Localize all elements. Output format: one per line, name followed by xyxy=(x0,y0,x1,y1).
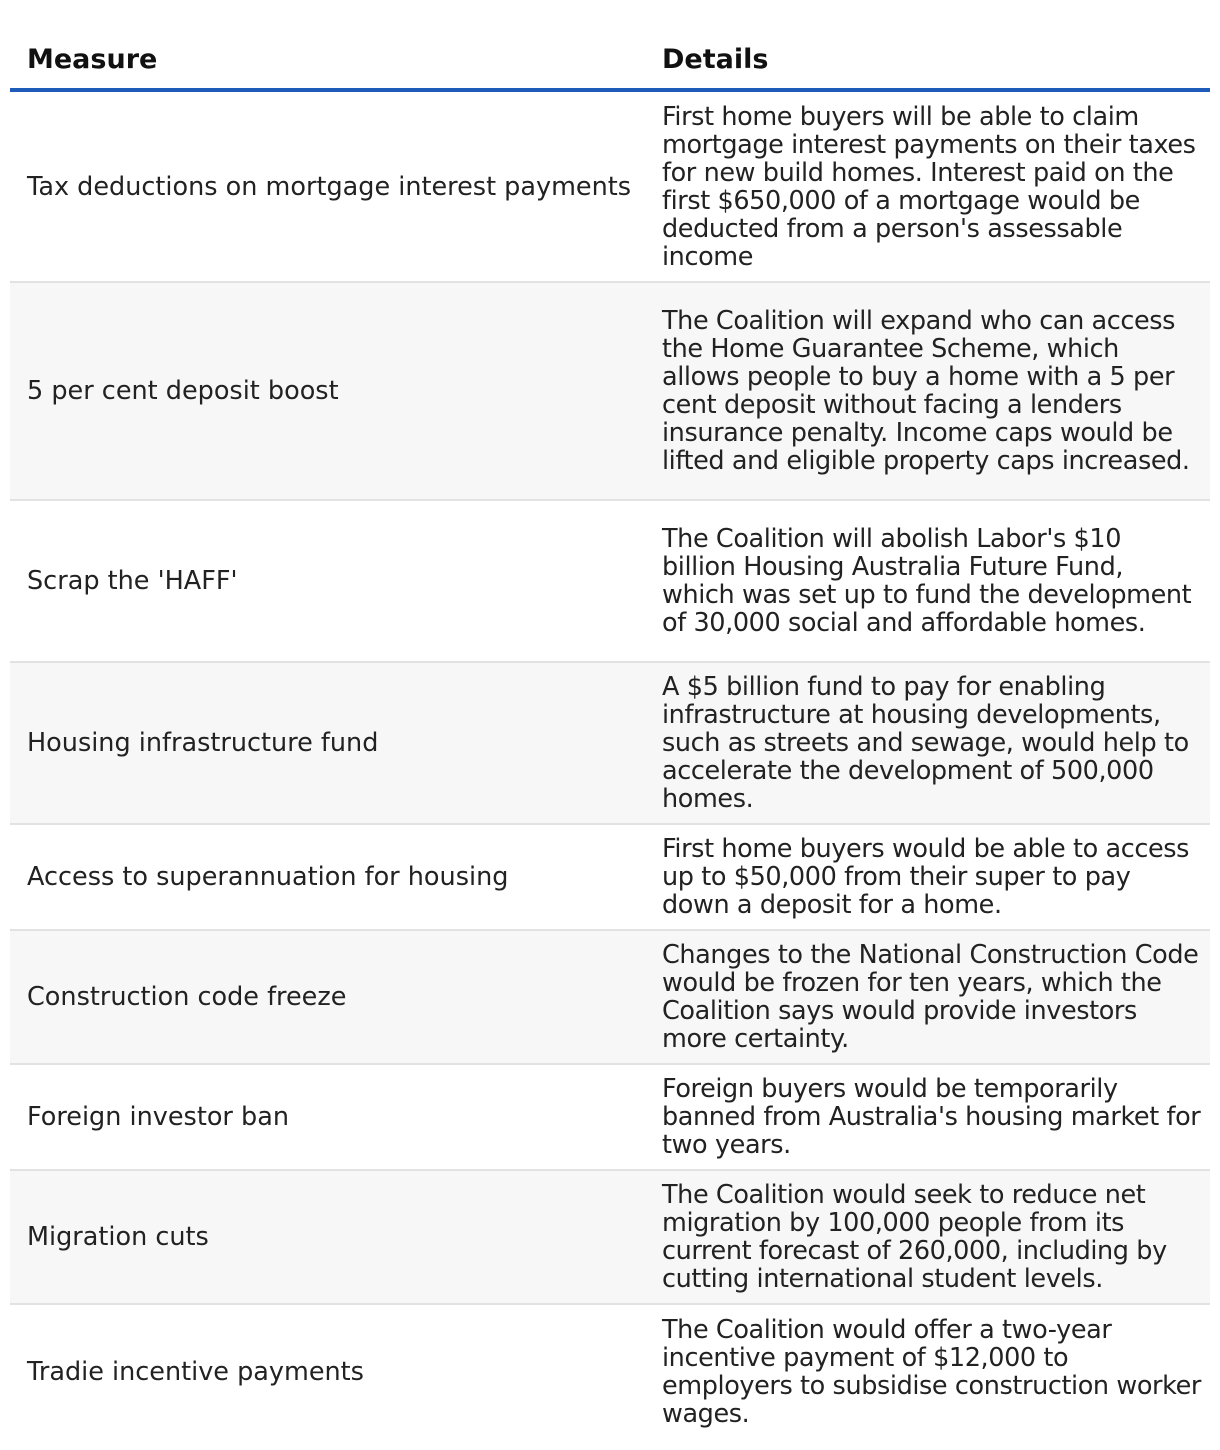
table-row xyxy=(10,1171,1210,1305)
table-row xyxy=(10,825,1210,931)
housing-measures-table xyxy=(10,0,1210,1439)
details-cell: Changes to the National Construction Code would be frozen for ten years, which the Coalition says would provide investors more certainty. xyxy=(662,940,1199,1054)
details-cell: First home buyers would be able to access up to $50,000 from their super to pay down a deposit for a home. xyxy=(662,834,1190,920)
measure-cell: Scrap the 'HAFF' xyxy=(27,566,238,596)
details-cell: The Coalition will expand who can access the Home Guarantee Scheme, which allows people to buy a home with a 5 per cent deposit without facing a lenders insurance penalty. Income caps would be lifted and eligible property caps increased. xyxy=(662,306,1190,476)
measure-cell: Access to superannuation for housing xyxy=(27,862,509,892)
table-row xyxy=(10,663,1210,825)
details-cell: First home buyers will be able to claim mortgage interest payments on their taxes for new build homes. Interest paid on the first $650,000 of a mortgage would be deducted from a person's assessable income xyxy=(662,101,1196,272)
table-row xyxy=(10,1065,1210,1171)
header-details: Details xyxy=(662,44,769,75)
details-cell: Foreign buyers would be temporarily banned from Australia's housing market for two years. xyxy=(662,1074,1201,1160)
header-measure: Measure xyxy=(27,44,158,75)
measure-cell: Foreign investor ban xyxy=(27,1102,289,1132)
measure-cell: 5 per cent deposit boost xyxy=(27,376,339,406)
measure-cell: Construction code freeze xyxy=(27,982,347,1012)
table-row xyxy=(10,501,1210,663)
measure-cell: Housing infrastructure fund xyxy=(27,728,379,758)
table-row xyxy=(10,1305,1210,1439)
table-row xyxy=(10,931,1210,1065)
details-cell: The Coalition would seek to reduce net migration by 100,000 people from its current forecast of 260,000, including by cutting international student levels. xyxy=(662,1180,1167,1294)
table-row xyxy=(10,92,1210,283)
measure-cell: Tradie incentive payments xyxy=(27,1357,364,1387)
table-row xyxy=(10,283,1210,501)
table-header xyxy=(10,0,1210,92)
measure-cell: Tax deductions on mortgage interest payments xyxy=(27,171,632,202)
details-cell: The Coalition would offer a two-year incentive payment of $12,000 to employers to subsidise construction worker wages. xyxy=(662,1315,1201,1429)
measure-cell: Migration cuts xyxy=(27,1222,209,1252)
details-cell: A $5 billion fund to pay for enabling infrastructure at housing developments, such as streets and sewage, would help to accelerate the development of 500,000 homes. xyxy=(662,672,1189,814)
details-cell: The Coalition will abolish Labor's $10 billion Housing Australia Future Fund, which was set up to fund the development of 30,000 social and affordable homes. xyxy=(662,524,1192,638)
